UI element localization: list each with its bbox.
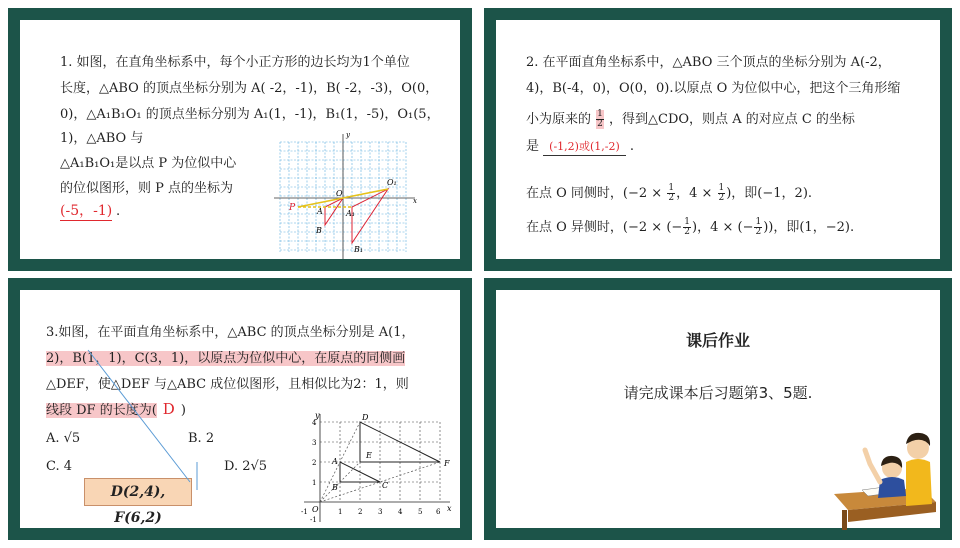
p3-callout-box: D(2,4), F(6,2)	[84, 478, 192, 506]
p3-xtick: 3	[378, 508, 383, 516]
p1-label-b1: B₁	[354, 245, 364, 254]
p1-line-3: 0)，△A₁B₁O₁ 的顶点坐标分别为 A₁(1，-1)，B₁(1，-5)，O₁(5，	[60, 107, 440, 122]
p1-label-a: A	[317, 207, 323, 216]
p2-line-3	[526, 110, 855, 129]
p1-label-b: B	[316, 226, 322, 235]
problem-3-panel	[8, 278, 472, 540]
p2-solution-1: 在点 O 同侧时，(−2 × $\frac{1}{2}$ ，4 × $\frac{1}{2}$ )，即(−1，2).	[526, 183, 813, 203]
p3-label-a: A	[332, 457, 338, 466]
p3-ytick: 1	[312, 479, 317, 487]
p3-label-o: O	[312, 505, 319, 514]
p2-answer: (-1,2)或(1,-2)	[543, 140, 626, 156]
p3-option-c: C. 4	[46, 459, 73, 474]
problem-1-panel	[8, 8, 472, 271]
homework-title: 课后作业	[685, 331, 750, 350]
p3-line-2: 2)，B(1，1)，C(3，1)，以原点为位似中心，在原点的同侧画	[46, 351, 406, 366]
p3-xtick: 2	[358, 508, 363, 516]
p3-xtick: 1	[338, 508, 343, 516]
p2-line-3b: ，得到△CDO，则点 A 的对应点 C 的坐标	[609, 112, 855, 127]
p3-label-x: x	[447, 504, 452, 513]
p3-coordinate-graph	[284, 410, 454, 525]
p3-option-a: A. √5	[46, 431, 81, 446]
problem-2-panel	[484, 8, 952, 271]
p1-answer-tail: .	[116, 204, 121, 219]
p1-line-4: 1)，△ABO 与	[60, 131, 144, 146]
p2-fraction-half: $\frac{1}{2}$	[597, 109, 603, 129]
p1-label-o: O	[336, 189, 343, 198]
p3-label-b: B	[332, 483, 338, 492]
p2-line-2: 4)，B(-4，0)，O(0，0).以原点 O 为位似中心，把这个三角形缩	[526, 81, 901, 96]
p1-answer: (-5，-1)	[60, 203, 113, 219]
p3-option-d: D. 2√5	[224, 459, 268, 474]
students-desk-illustration	[832, 424, 938, 530]
p3-option-b: B. 2	[188, 431, 215, 446]
p3-ytick: 4	[312, 419, 317, 427]
p1-line-2: 长度，△ABO 的顶点坐标分别为 A( -2，-1)，B( -2，-3)，O(0，	[60, 81, 439, 96]
p3-ytick: 3	[312, 439, 317, 447]
p1-label-o1: O₁	[387, 178, 397, 187]
p1-line-6: 的位似图形，则 P 点的坐标为	[60, 181, 234, 196]
p3-ytick-neg: -1	[310, 516, 317, 524]
p3-line-3: △DEF，使△DEF 与△ABC 成位似图形，且相似比为2：1，则	[46, 377, 409, 392]
p1-coordinate-graph	[270, 124, 425, 269]
p3-answer: D	[162, 400, 175, 418]
p2-line-4b: .	[629, 139, 635, 154]
homework-panel	[484, 278, 952, 540]
p3-ytick: 2	[312, 459, 317, 467]
p3-callout-connector	[80, 342, 210, 492]
homework-task: 请完成课本后习题第3、5题.	[623, 384, 813, 402]
p3-label-y: y	[315, 411, 320, 420]
p1-label-p: P	[289, 203, 296, 213]
p2-line-1: 2. 在平面直角坐标系中，△ABO 三个顶点的坐标分别为 A(-2，	[526, 55, 891, 70]
p3-label-f: F	[444, 459, 450, 468]
p3-line-1: 3.如图，在平面直角坐标系中，△ABC 的顶点坐标分别是 A(1，	[46, 325, 415, 340]
p3-line-4: 线段 DF 的长度为( D )	[46, 400, 186, 418]
p3-label-c: C	[382, 481, 389, 490]
p1-label-a1: A₁	[346, 209, 355, 218]
p1-line-1: 1. 如图，在直角坐标系中，每个小正方形的边长均为1个单位	[60, 55, 410, 70]
p2-line-3a: 小为原来的	[526, 112, 592, 127]
p1-line-5: △A₁B₁O₁是以点 P 为位似中心	[60, 156, 237, 171]
p3-xtick: 4	[398, 508, 403, 516]
p3-xtick: 5	[418, 508, 423, 516]
p3-label-d: D	[362, 413, 369, 422]
p3-xtick: -1	[301, 508, 308, 516]
p2-solution-2: 在点 O 异侧时，(−2 × (− $\frac{1}{2}$ )，4 × (− $\frac{1}{2}$ ))，即(1，−2).	[526, 217, 855, 237]
p1-label-x: x	[413, 197, 417, 205]
p2-line-4a: 是	[526, 139, 540, 154]
p3-label-e: E	[366, 451, 372, 460]
p2-line-4	[526, 140, 634, 156]
p3-xtick: 6	[436, 508, 441, 516]
p1-label-y: y	[346, 131, 350, 139]
